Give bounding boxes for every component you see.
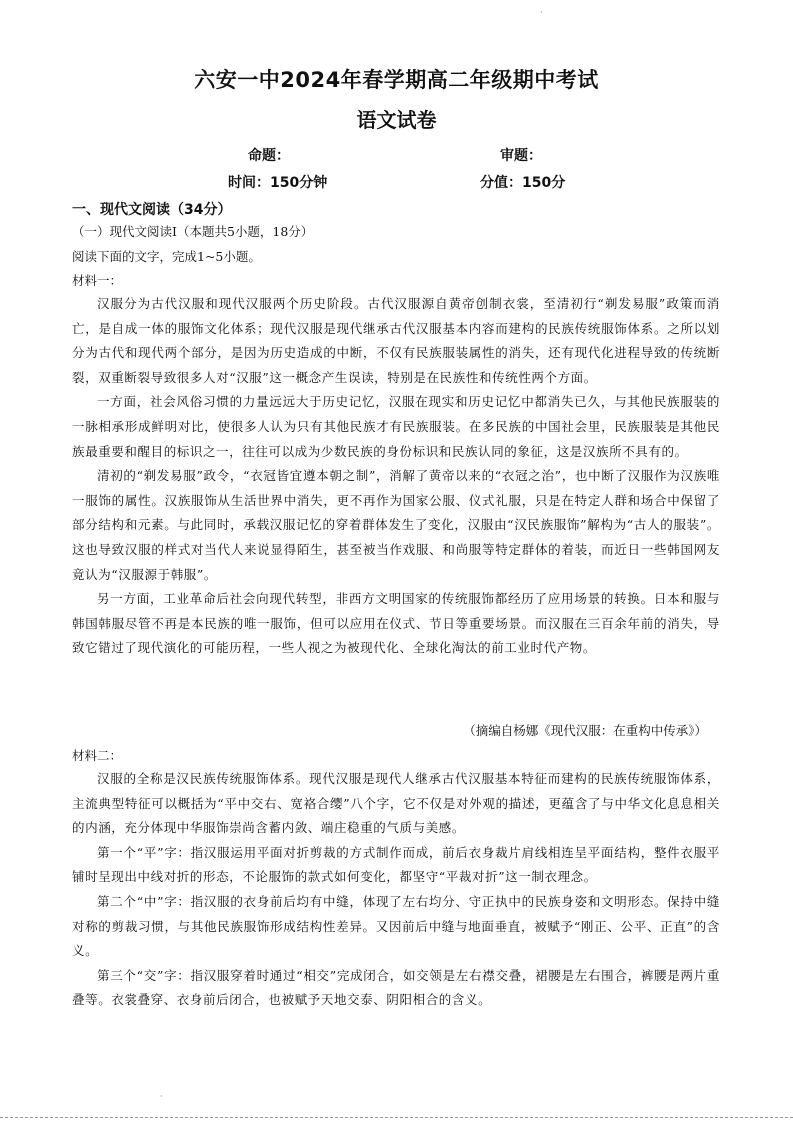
exam-title: 六安一中2024年春学期高二年级期中考试 bbox=[194, 68, 599, 92]
time-label: 时间：150分钟 bbox=[228, 175, 328, 191]
instruction: 阅读下面的文字，完成1~5小题。 bbox=[72, 249, 261, 264]
paragraph: 第一个“平”字：指汉服运用平面对折剪裁的方式制作而成，前后衣身裁片肩线相连呈平面结构，整件衣服平铺时呈现出中线对折的形态，不论服饰的款式如何变化，都坚守“平裁对折”这一制衣理念。 bbox=[72, 844, 720, 885]
material2-label: 材料二： bbox=[72, 748, 123, 763]
material1-label: 材料一： bbox=[72, 273, 123, 288]
paragraph: 汉服的全称是汉民族传统服饰体系。现代汉服是现代人继承古代汉服基本特征而建构的民族传统服饰体系，主流典型特征可以概括为“平中交右、宽袼合缨”八个字，它不仅是对外观的描述，更蕴含了与中华文化息息相关的内涵，充分体现中华服饰崇尚含蓄内敛、端庄稳重的气质与美感。 bbox=[72, 771, 720, 836]
source-citation: （摘编自杨娜《现代汉服：在重构中传承》） bbox=[463, 723, 707, 738]
scan-dot: · bbox=[160, 1092, 163, 1101]
footer-divider bbox=[0, 1117, 793, 1118]
reviewer-label: 审题： bbox=[500, 148, 542, 164]
score-label: 分值：150分 bbox=[480, 175, 566, 191]
part-heading: （一）现代文阅读Ⅰ（本题共5小题，18分） bbox=[72, 224, 314, 239]
paragraph: 汉服分为古代汉服和现代汉服两个历史阶段。古代汉服源自黄帝创制衣裳，至清初行“剃发易服”政策而消亡，是自成一体的服饰文化体系；现代汉服是现代继承古代汉服基本内容而建构的民族传统服饰体系。之所以划分为古代和现代两个部分，是因为历史造成的中断，不仅有民族服装属性的消失，还有现代化进程导致的传统断裂，双重断裂导致很多人对“汉服”这一概念产生误读，特别是在民族性和传统性两个方面。 bbox=[72, 296, 720, 385]
paragraph: 另一方面，工业革命后社会向现代转型，非西方文明国家的传统服饰都经历了应用场景的转换。日本和服与韩国韩服尽管不再是本民族的唯一服饰，但可以应用在仪式、节日等重要场景。而汉服在三百余年前的消失，导致它错过了现代演化的可能历程，一些人视之为被现代化、全球化淘汰的前工业时代产物。 bbox=[72, 591, 720, 656]
paragraph: 一方面，社会风俗习惯的力量远远大于历史记忆，汉服在现实和历史记忆中都消失已久，与其他民族服装的一脉相承形成鲜明对比，使很多人认为只有其他民族才有民族服装。在多民族的中国社会里，民族服装是其他民族最重要和醒目的标识之一，往往可以成为少数民族的身份标识和民族认同的象征，这是汉族所不具有的。 bbox=[72, 394, 720, 459]
exam-subtitle: 语文试卷 bbox=[356, 108, 437, 132]
material1-body bbox=[72, 292, 720, 661]
paragraph: 清初的“剃发易服”政令，“衣冠皆宜遵本朝之制”，消解了黄帝以来的“衣冠之治”，也中断了汉服作为汉族唯一服饰的属性。汉族服饰从生活世界中消失，更不再作为国家公服、仪式礼服，只是在特定人群和场合中保留了部分结构和元素。与此同时，承载汉服记忆的穿着群体发生了变化，汉服由“汉民族服饰”解构为“古人的服装”。这也导致汉服的样式对当代人来说显得陌生，甚至被当作戏服、和尚服等特定群体的着装，而近日一些韩国网友竟认为“汉服源于韩服”。 bbox=[72, 468, 720, 582]
section-heading: 一、现代文阅读（34分） bbox=[72, 202, 232, 218]
proposer-label: 命题： bbox=[248, 148, 290, 164]
paragraph: 第二个“中”字：指汉服的衣身前后均有中缝，体现了左右均分、守正执中的民族身姿和文明形态。保持中缝对称的剪裁习惯，与其他民族服饰形成结构性差异。又因前后中缝与地面垂直，被赋予“刚正、公平、正直”的含义。 bbox=[72, 893, 720, 959]
scan-dot: · bbox=[540, 8, 543, 17]
material2-body bbox=[72, 767, 720, 1013]
paragraph: 第三个“交”字：指汉服穿着时通过“相交”完成闭合，如交领是左右襟交叠，裙腰是左右围合，裤腰是两片重叠等。衣裳叠穿、衣身前后闭合，也被赋予天地交泰、阴阳相合的含义。 bbox=[72, 967, 720, 1008]
